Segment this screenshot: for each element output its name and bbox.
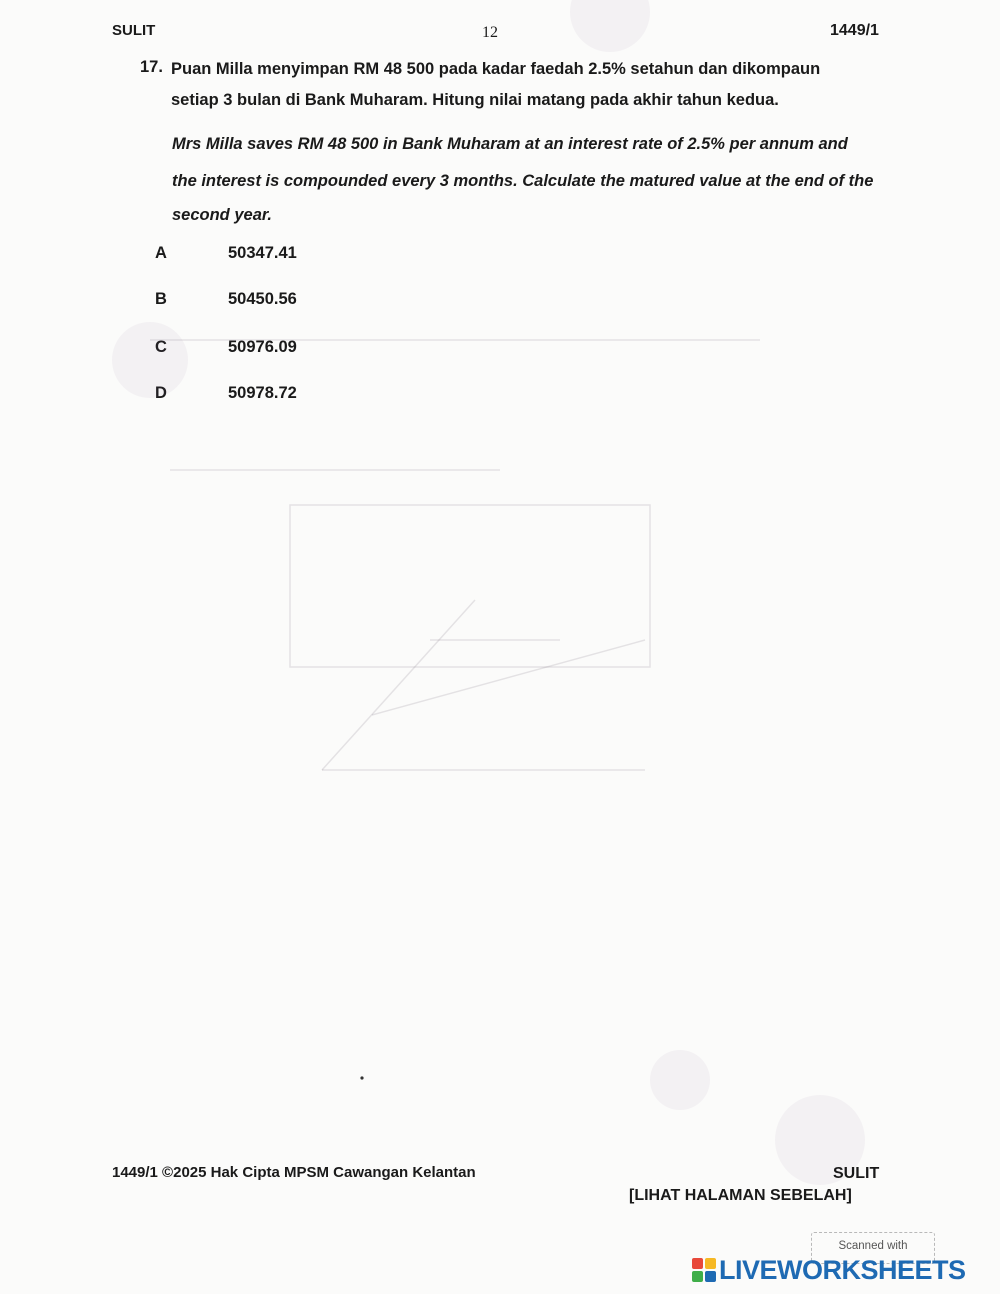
option-a-value[interactable]: 50347.41	[228, 244, 297, 262]
footer-sulit: SULIT	[833, 1165, 880, 1182]
liveworksheets-logo-icon	[692, 1258, 716, 1282]
page-number: 12	[482, 24, 498, 41]
question-english-line2: the interest is compounded every 3 months. Calculate the matured value at the end of the	[172, 172, 874, 190]
option-a-letter[interactable]: A	[155, 244, 167, 262]
option-d-value[interactable]: 50978.72	[228, 384, 297, 402]
scanned-with-text: Scanned with	[838, 1240, 908, 1252]
option-b-letter[interactable]: B	[155, 290, 167, 308]
footer-next-page: [LIHAT HALAMAN SEBELAH]	[629, 1187, 852, 1204]
question-english-line3: second year.	[172, 206, 272, 224]
question-malay-line1: Puan Milla menyimpan RM 48 500 pada kadar faedah 2.5% setahun dan dikompaun	[171, 60, 821, 78]
liveworksheets-brand: LIVEWORKSHEETS	[719, 1254, 966, 1285]
option-b-value[interactable]: 50450.56	[228, 290, 297, 308]
question-number: 17.	[140, 58, 163, 76]
option-c-value[interactable]: 50976.09	[228, 338, 297, 356]
question-english-line1: Mrs Milla saves RM 48 500 in Bank Muharam at an interest rate of 2.5% per annum and	[172, 135, 848, 153]
header-paper-code: 1449/1	[830, 22, 879, 39]
question-malay-line2: setiap 3 bulan di Bank Muharam. Hitung nilai matang pada akhir tahun kedua.	[171, 91, 779, 109]
header-sulit: SULIT	[112, 22, 156, 39]
liveworksheets-watermark[interactable]	[692, 1253, 966, 1287]
footer-copyright: 1449/1 ©2025 Hak Cipta MPSM Cawangan Kelantan	[112, 1164, 476, 1181]
